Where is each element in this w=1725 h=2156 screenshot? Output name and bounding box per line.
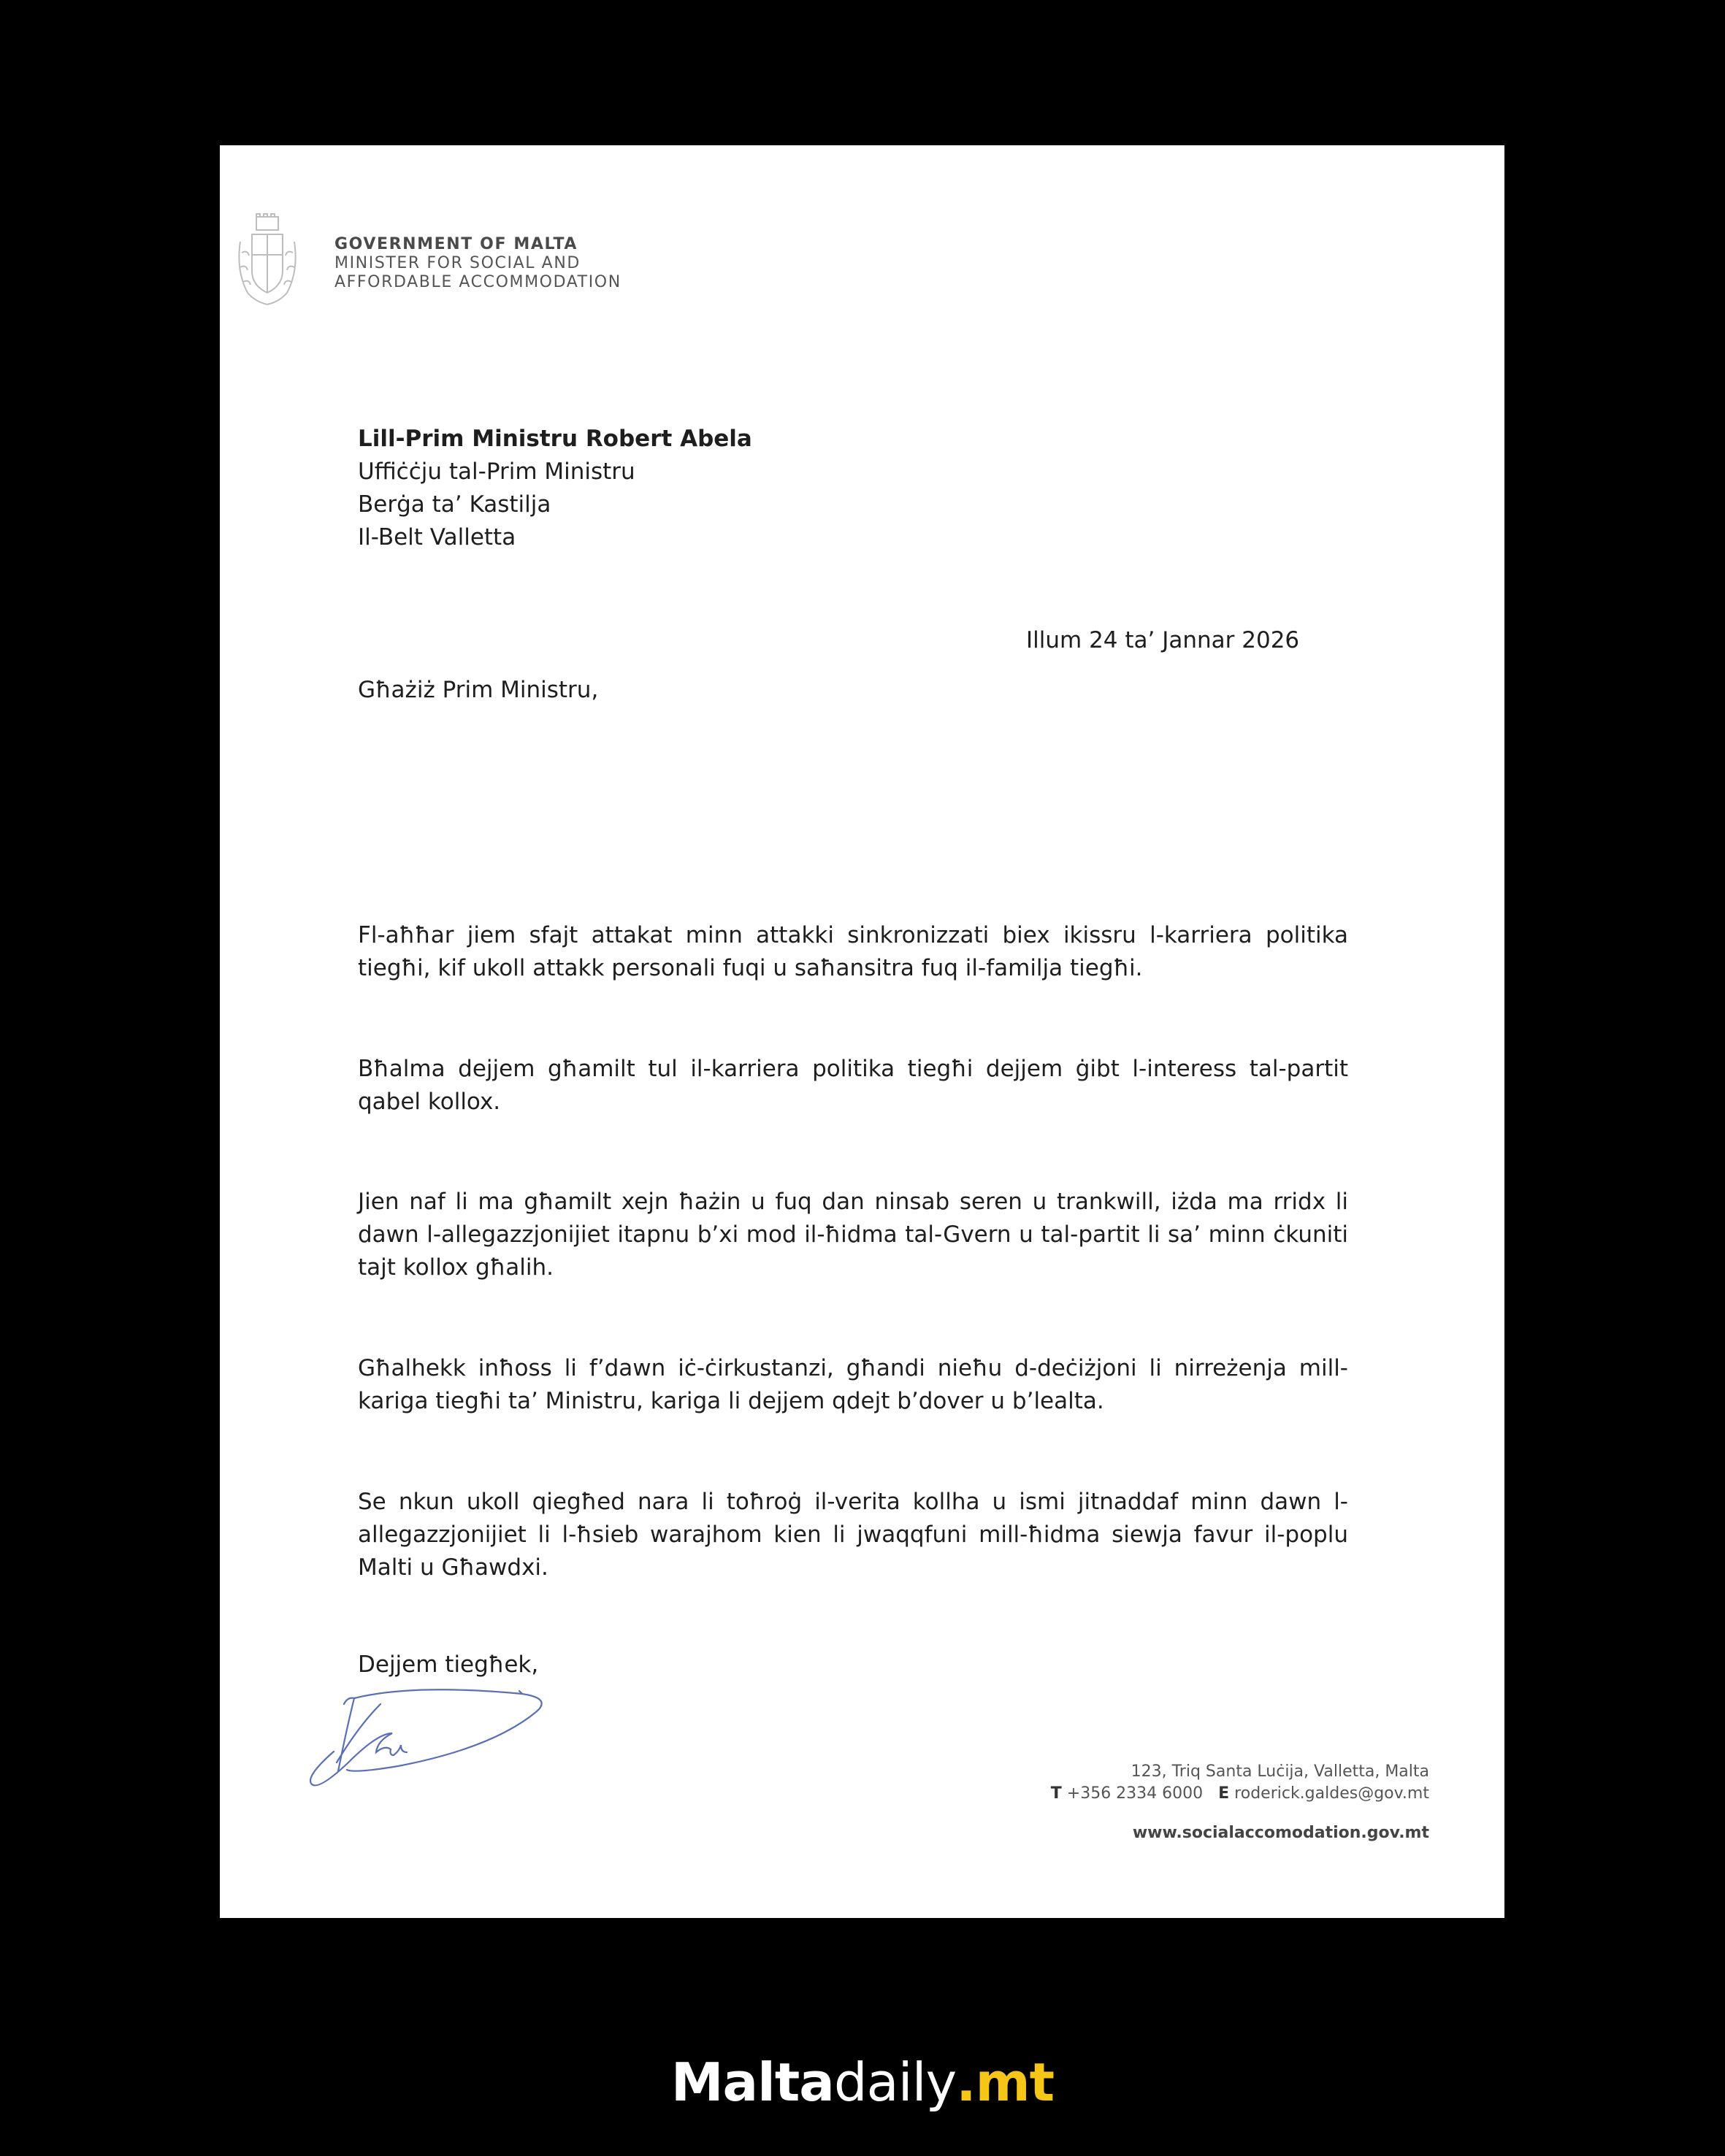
- logo-part-daily: daily: [833, 2052, 957, 2113]
- logo-part-malta: Malta: [670, 2052, 834, 2113]
- handwritten-signature: [300, 1682, 563, 1792]
- footer-phone: +356 2334 6000: [1066, 1784, 1204, 1803]
- letter-date: Illum 24 ta’ Jannar 2026: [1026, 627, 1300, 653]
- closing: Dejjem tiegħek,: [358, 1651, 539, 1678]
- email-label: E: [1218, 1784, 1230, 1803]
- phone-label: T: [1050, 1784, 1062, 1803]
- addressee-line: Il-Belt Valletta: [358, 524, 516, 550]
- letterhead-ministry-line2: AFFORDABLE ACCOMMODATION: [334, 273, 621, 291]
- addressee-line: Berġa ta’ Kastilja: [358, 491, 551, 518]
- letter-page: [220, 145, 1504, 1918]
- logo-part-mt: .mt: [956, 2052, 1055, 2113]
- body-paragraph: Bħalma dejjem għamilt tul il-karriera politika tiegħi dejjem ġibt l-interess tal-partit qabel kollox.: [358, 1056, 1348, 1115]
- body-paragraph: Se nkun ukoll qiegħed nara li toħroġ il-verita kollha u ismi jitnaddaf minn dawn l-allegazzjonijiet li l-ħsieb warajhom kien li jwaqqfuni mill-ħidma siewja favur il-poplu Malti u Għawdxi.: [358, 1489, 1348, 1581]
- letterhead-org-name: GOVERNMENT OF MALTA: [334, 235, 578, 253]
- footer-address: 123, Triq Santa Luċija, Valletta, Malta: [1131, 1762, 1429, 1781]
- letterhead-ministry-line1: MINISTER FOR SOCIAL AND: [334, 254, 581, 272]
- letterhead: [334, 235, 621, 292]
- maltadaily-logo: [0, 2052, 1725, 2113]
- addressee-line: Uffiċċju tal-Prim Ministru: [358, 459, 635, 485]
- footer-email: roderick.galdes@gov.mt: [1234, 1784, 1429, 1803]
- body-paragraph: Għalhekk inħoss li f’dawn iċ-ċirkustanzi, għandi nieħu d-deċiżjoni li nirreżenja mill-kariga tiegħi ta’ Ministru, kariga li dejjem qdejt b’dover u b’lealta.: [358, 1355, 1348, 1414]
- footer-website: www.socialaccomodation.gov.mt: [1132, 1824, 1429, 1842]
- letter-footer: [1051, 1761, 1429, 1842]
- footer-contact: [1051, 1783, 1429, 1805]
- body-paragraph: Jien naf li ma għamilt xejn ħażin u fuq dan ninsab seren u trankwill, iżda ma rridx li dawn l-allegazzjonijiet itapnu b’xi mod il-ħidma tal-Gvern u tal-partit li sa’ minn ċkuniti tajt kollox għalih.: [358, 1189, 1348, 1281]
- body-paragraph: Fl-aħħar jiem sfajt attakat minn attakki sinkronizzati biex ikissru l-karriera politika tiegħi, kif ukoll attakk personali fuqi u saħansitra fuq il-familja tiegħi.: [358, 922, 1348, 981]
- salutation: Għażiż Prim Ministru,: [358, 677, 599, 703]
- addressee-name: Lill-Prim Ministru Robert Abela: [358, 426, 752, 452]
- addressee-block: [358, 423, 752, 554]
- malta-coat-of-arms-icon: [234, 212, 300, 307]
